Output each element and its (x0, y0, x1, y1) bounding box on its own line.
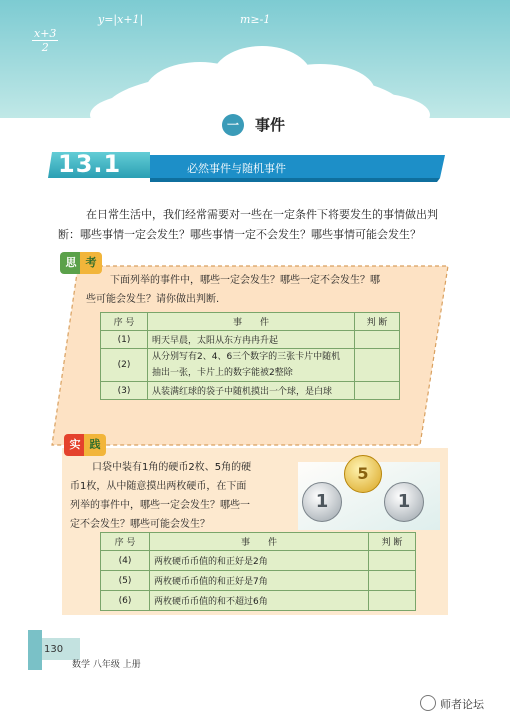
row-number: (2) (101, 349, 148, 382)
page-number: 130 (44, 644, 64, 655)
header-cell: 事 件 (150, 533, 369, 551)
row-judgement[interactable] (355, 349, 400, 382)
coin-1-jiao-icon: 1 (384, 482, 424, 522)
row-number: (5) (101, 571, 150, 591)
row-event: 两枚硬币币值的和正好是7角 (150, 571, 369, 591)
row-judgement[interactable] (355, 331, 400, 349)
coin-5-jiao-icon: 5 (344, 455, 382, 493)
row-event: 明天早晨，太阳从东方冉冉升起 (148, 331, 355, 349)
coin-1-jiao-icon: 1 (302, 482, 342, 522)
row-event-line: 抽出一张，卡片上的数字能被2整除 (152, 368, 293, 378)
think-tag-2: 考 (80, 252, 102, 274)
row-number: (6) (101, 591, 150, 611)
intro-line-1: 在日常生活中，我们经常需要对一些在一定条件下将要发生的事情做出判 (86, 208, 438, 221)
row-judgement[interactable] (355, 382, 400, 400)
table-row (101, 571, 416, 591)
row-event: 两枚硬币币值的和不超过6角 (150, 591, 369, 611)
row-event: 两枚硬币币值的和正好是2角 (150, 551, 369, 571)
row-event: 从装满红球的袋子中随机摸出一个球，是白球 (148, 382, 355, 400)
section-title: 事件 (255, 116, 286, 134)
section-index-badge: 一 (222, 114, 244, 136)
header-cell: 判 断 (355, 313, 400, 331)
row-judgement[interactable] (369, 591, 416, 611)
practice-line-3: 列举的事件中，哪些一定会发生？哪些一 (70, 500, 250, 511)
formula-fraction: $\frac{x+3}{2}$ (34, 27, 57, 54)
table-row (101, 331, 400, 349)
section-subtitle: 必然事件与随机事件 (187, 162, 286, 175)
think-table (100, 312, 400, 400)
book-title: 数学 八年级 上册 (72, 660, 141, 670)
row-number: (1) (101, 331, 148, 349)
header-cell: 序 号 (101, 313, 148, 331)
practice-line-4: 定不会发生？哪些可能会发生？ (70, 519, 210, 530)
practice-tag-2: 践 (84, 434, 106, 456)
watermark-text: 师者论坛 (440, 698, 484, 711)
watermark-logo-icon (420, 695, 436, 711)
table-row (101, 382, 400, 400)
row-number: (3) (101, 382, 148, 400)
row-judgement[interactable] (369, 551, 416, 571)
table-row (101, 349, 400, 382)
header-cell: 判 断 (369, 533, 416, 551)
table-header-row (101, 313, 400, 331)
practice-line-2: 币1枚，从中随意摸出两枚硬币，在下面 (70, 481, 247, 492)
row-number: (4) (101, 551, 150, 571)
formula-inequality: m≥-1 (240, 13, 271, 26)
row-judgement[interactable] (369, 571, 416, 591)
practice-line-1: 口袋中装有1角的硬币2枚、5角的硬 (92, 462, 252, 473)
table-row (101, 551, 416, 571)
row-event-line: 从分别写有2、4、6三个数字的三张卡片中随机 (152, 352, 341, 362)
header-cell: 事 件 (148, 313, 355, 331)
formula-absolute: y=|x+1| (98, 13, 144, 26)
practice-tag-1: 实 (64, 434, 86, 456)
intro-line-2: 断：哪些事情一定会发生？哪些事情一定不会发生？哪些事情可能会发生？ (58, 228, 421, 241)
section-number: 13.1 (58, 150, 122, 178)
table-header-row (101, 533, 416, 551)
header-cell: 序 号 (101, 533, 150, 551)
think-tag-1: 思 (60, 252, 82, 274)
practice-table (100, 532, 416, 611)
row-event (148, 349, 355, 382)
table-row (101, 591, 416, 611)
think-question-line-2: 些可能会发生？请你做出判断. (86, 294, 220, 305)
think-question-line-1: 下面列举的事件中，哪些一定会发生？哪些一定不会发生？哪 (110, 275, 380, 286)
